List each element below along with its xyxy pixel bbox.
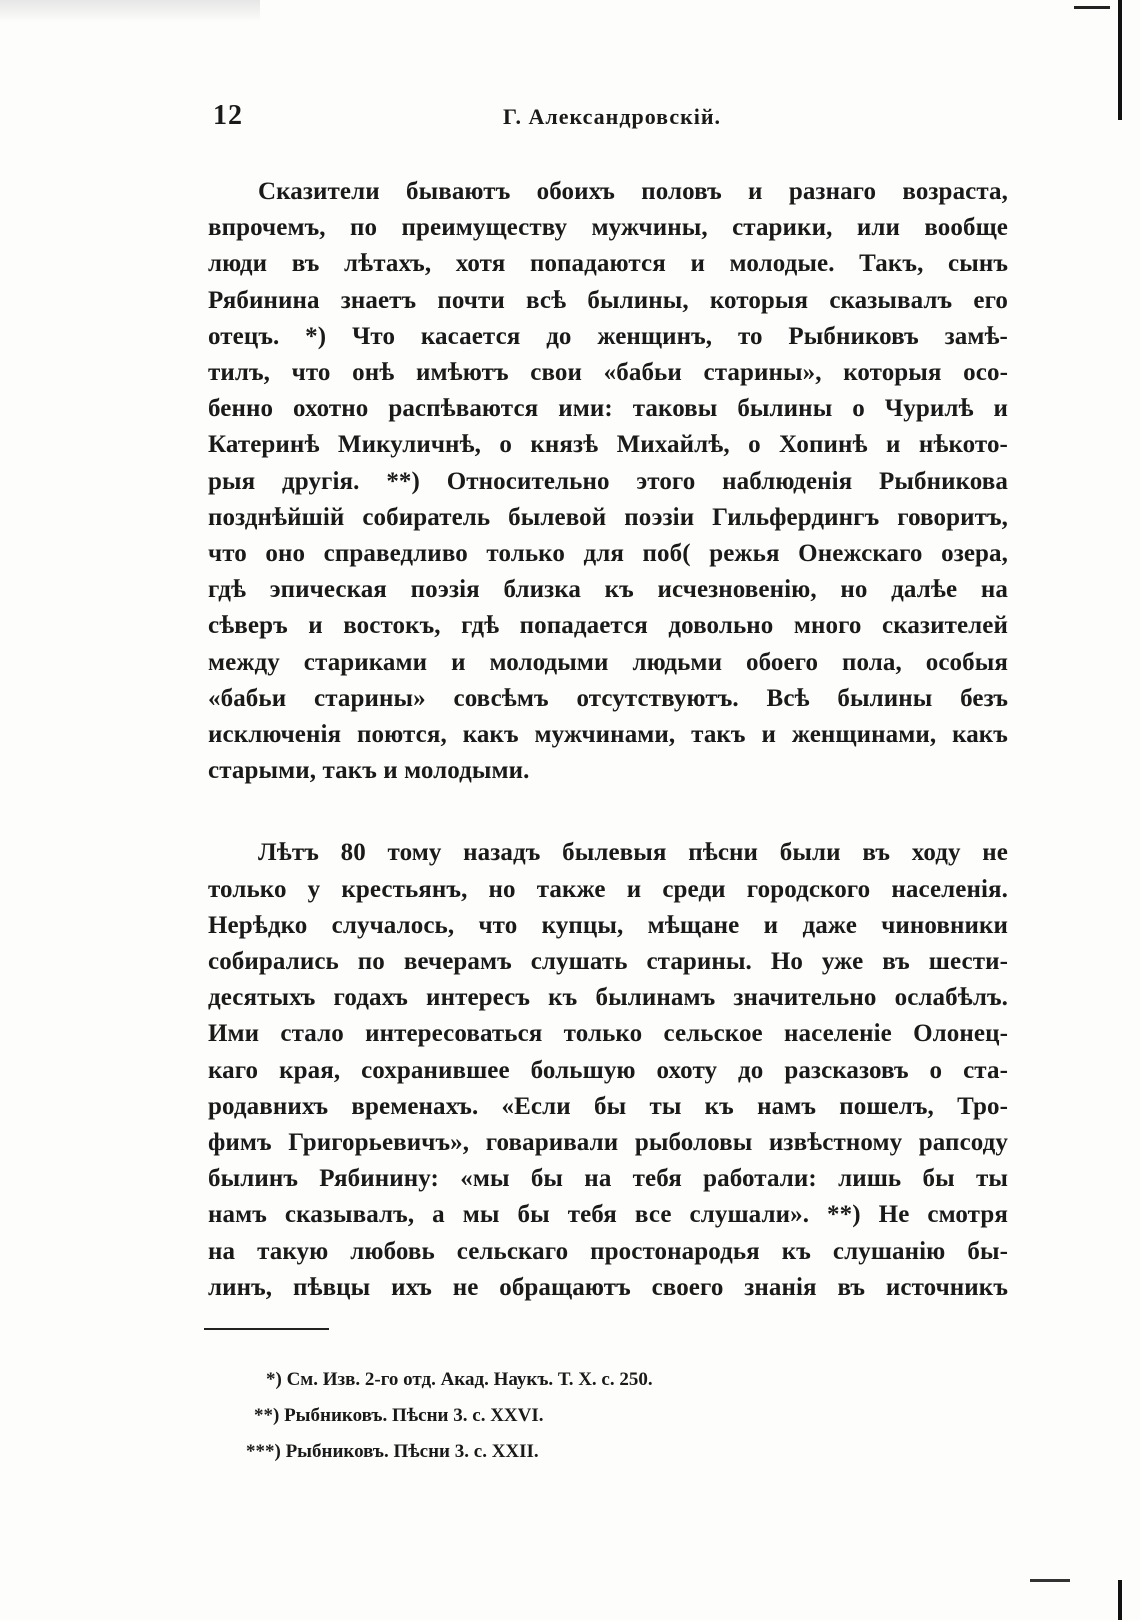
text-line: рыя другія. **) Относительно этого наблюденія Рыбникова [208,467,1008,495]
scan-edge-right-bottom [1118,1580,1122,1620]
text-line: фимъ Григорьевичъ», говаривали рыболовы извѣстному рапсоду [208,1129,1008,1157]
text-line: на такую любовь сельскаго простонародья къ слушанію бы- [208,1237,1008,1265]
text-line: только у крестьянъ, но также и среди городского населенія. [208,875,1008,903]
footnote-2: **) Рыбниковъ. Пѣсни 3. с. XXVI. [254,1405,544,1426]
page-number: 12 [213,100,243,131]
scan-mark-top [1074,6,1110,9]
text-line: собирались по вечерамъ слушать старины. Но уже въ шести- [208,948,1008,976]
text-line: сѣверъ и востокъ, гдѣ попадается довольно много сказителей [208,612,1008,640]
text-line: Ими стало интересоваться только сельское населеніе Олонец- [208,1020,1008,1048]
paragraph-gap [208,789,1008,835]
text-line: Рябинина знаетъ почти всѣ былины, которыя сказывалъ его [208,286,1008,314]
text-line: впрочемъ, по преимуществу мужчины, старики, или вообще [208,214,1008,242]
text-line: десятыхъ годахъ интересъ къ былинамъ значительно ослабѣлъ. [208,984,1008,1012]
scan-shadow-top [0,0,260,22]
text-line: что оно справедливо только для поб( режья Онежскаго озера, [208,540,1008,568]
text-line: Нерѣдко случалось, что купцы, мѣщане и даже чиновники [208,911,1008,939]
text-line: линъ, пѣвцы ихъ не обращаютъ своего знанія въ источникъ [208,1273,1008,1301]
text-line: Сказители бываютъ обоихъ половъ и разнаго возраста, [258,178,1008,205]
footnote-3: ***) Рыбниковъ. Пѣсни 3. с. XXII. [246,1441,539,1462]
footnote-1: *) См. Изв. 2-го отд. Акад. Наукъ. Т. X. с. 250. [266,1369,653,1390]
text-line: родавнихъ временахъ. «Если бы ты къ намъ пошелъ, Тро- [208,1092,1008,1120]
text-line: позднѣйшій собиратель былевой поэзіи Гильфердингъ говоритъ, [208,503,1008,531]
text-line: намъ сказывалъ, а мы бы тебя все слушали». **) Не смотря [208,1201,1008,1229]
text-line: Катеринѣ Микуличнѣ, о князѣ Михайлѣ, о Хопинѣ и нѣкото- [208,431,1008,459]
text-line: Лѣтъ 80 тому назадъ былевыя пѣсни были въ ходу не [258,839,1008,867]
text-line: между стариками и молодыми людьми обоего пола, особыя [208,648,1008,676]
paragraph-1 [208,174,1008,789]
text-line: гдѣ эпическая поэзія близка къ исчезновенію, но далѣе на [208,576,1008,604]
page-header [213,100,1003,140]
scan-mark-bottom [1030,1579,1070,1582]
running-title: Г. Александровскій. [503,104,722,129]
text-line: люди въ лѣтахъ, хотя попадаются и молодые. Такъ, сынъ [208,250,1008,278]
body-text [208,174,1008,1306]
text-line: отецъ. *) Что касается до женщинъ, то Рыбниковъ замѣ- [208,322,1008,350]
text-line: бенно охотно распѣваются ими: таковы былины о Чурилѣ и [208,395,1008,423]
footnote-divider [204,1328,329,1330]
text-line: былинъ Рябинину: «мы бы на тебя работали: лишь бы ты [208,1165,1008,1193]
scan-edge-right [1118,0,1122,120]
text-line: каго края, сохранившее большую охоту до разсказовъ о ста- [208,1056,1008,1084]
text-line: исключенія поются, какъ мужчинами, такъ и женщинами, какъ [208,721,1008,749]
footnotes [246,1362,846,1470]
text-line: старыми, такъ и молодыми. [208,757,530,785]
text-line: тилъ, что онѣ имѣютъ свои «бабьи старины», которыя осо- [208,359,1008,387]
text-line: «бабьи старины» совсѣмъ отсутствуютъ. Всѣ былины безъ [208,684,1008,712]
paragraph-2 [208,835,1008,1306]
